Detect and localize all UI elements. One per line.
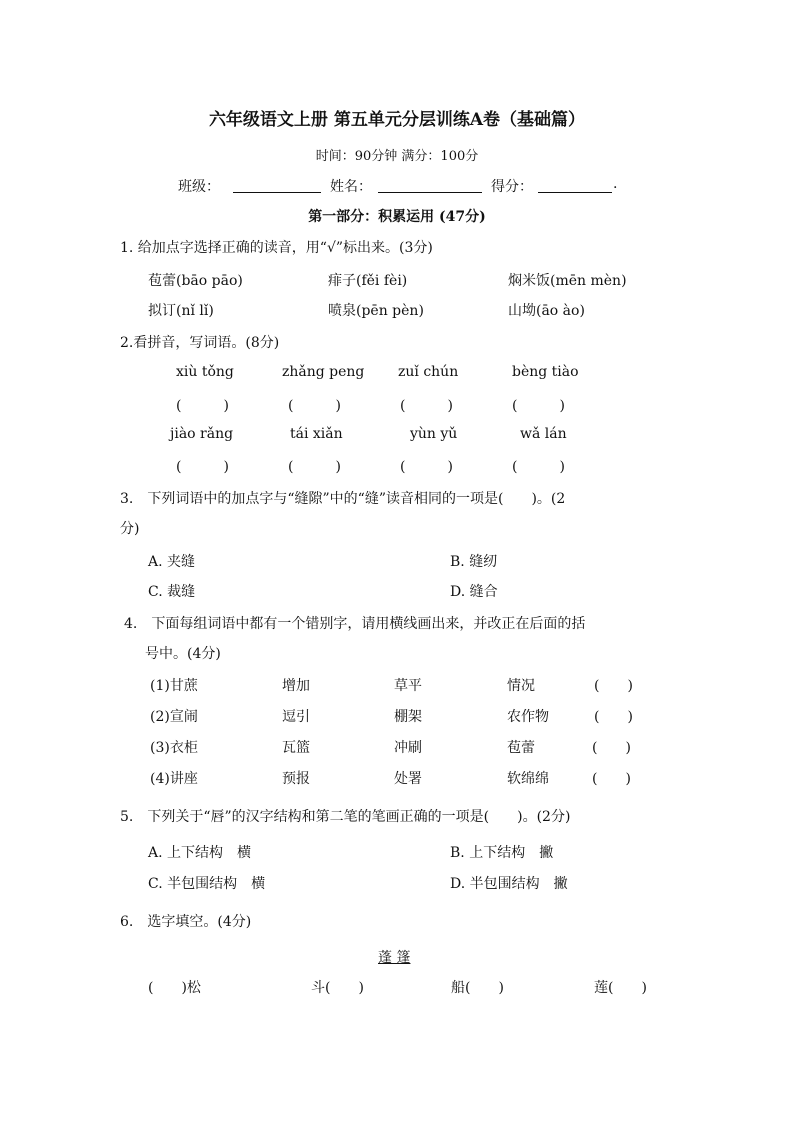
question-2: 2.看拼音，写词语。(8分) xyxy=(120,335,280,351)
pinyin-prompt: yùn yǔ xyxy=(410,426,458,442)
answer-blank[interactable]: ( ) xyxy=(176,459,229,475)
answer-blank[interactable]: ( ) xyxy=(592,740,631,756)
question-3-cont: 分) xyxy=(120,521,140,537)
pinyin-prompt: bèng tiào xyxy=(512,364,579,380)
q4-word: 软绵绵 xyxy=(507,771,549,787)
info-end-mark: . xyxy=(613,176,618,192)
question-4-cont: 号中。(4分) xyxy=(145,646,221,662)
answer-blank[interactable]: ( ) xyxy=(288,459,341,475)
q4-word: (3)衣柜 xyxy=(150,740,198,756)
question-4: 4. 下面每组词语中都有一个错别字，请用横线画出来，并改正在后面的括 xyxy=(124,616,586,632)
answer-blank[interactable]: ( ) xyxy=(512,398,565,414)
q4-word: 增加 xyxy=(282,678,310,694)
q5-option[interactable]: C. 半包围结构 横 xyxy=(148,876,266,892)
q1-item: 山坳(āo ào) xyxy=(508,303,585,319)
score-field[interactable] xyxy=(538,178,612,193)
q6-blank-item[interactable]: 斗( ) xyxy=(311,980,364,996)
answer-blank[interactable]: ( ) xyxy=(594,709,633,725)
question-6: 6. 选字填空。(4分) xyxy=(120,914,252,930)
q5-option[interactable]: D. 半包围结构 撇 xyxy=(450,876,568,892)
q4-word: (4)讲座 xyxy=(150,771,198,787)
class-label: 班级： xyxy=(178,179,220,195)
answer-blank[interactable]: ( ) xyxy=(594,678,633,694)
q3-option[interactable]: A. 夹缝 xyxy=(148,554,196,570)
answer-blank[interactable]: ( ) xyxy=(400,398,453,414)
exam-time-score: 时间：90分钟 满分：100分 xyxy=(315,149,479,164)
choice-characters: 蓬 篷 xyxy=(378,950,411,966)
q1-item: 拟订(nǐ lǐ) xyxy=(148,303,214,319)
question-5: 5. 下列关于“唇”的汉字结构和第二笔的笔画正确的一项是( )。(2分) xyxy=(120,809,571,825)
q4-word: (1)甘蔗 xyxy=(150,678,198,694)
q4-word: 冲刷 xyxy=(394,740,422,756)
q4-word: 预报 xyxy=(282,771,310,787)
q1-item: 痱子(fěi fèi) xyxy=(328,273,408,289)
q5-option[interactable]: A. 上下结构 横 xyxy=(148,845,252,861)
score-label: 得分： xyxy=(491,179,533,195)
answer-blank[interactable]: ( ) xyxy=(176,398,229,414)
class-field[interactable] xyxy=(233,178,321,193)
part-one-heading: 第一部分：积累运用 (47分) xyxy=(308,209,486,225)
answer-blank[interactable]: ( ) xyxy=(512,459,565,475)
pinyin-prompt: xiù tǒng xyxy=(176,364,234,380)
answer-blank[interactable]: ( ) xyxy=(288,398,341,414)
q1-item: 苞蕾(bāo pāo) xyxy=(148,273,243,289)
q4-word: 逗引 xyxy=(282,709,310,725)
pinyin-prompt: jiào rǎng xyxy=(170,426,234,442)
name-field[interactable] xyxy=(378,178,482,193)
pinyin-prompt: tái xiǎn xyxy=(290,426,343,442)
pinyin-prompt: wǎ lán xyxy=(520,426,567,442)
question-1: 1. 给加点字选择正确的读音，用“√”标出来。(3分) xyxy=(120,240,433,256)
q6-blank-item[interactable]: 莲( ) xyxy=(594,980,647,996)
page-title: 六年级语文上册 第五单元分层训练A卷（基础篇） xyxy=(208,110,586,130)
q4-word: 处署 xyxy=(394,771,422,787)
q4-word: 农作物 xyxy=(507,709,549,725)
pinyin-prompt: zuǐ chún xyxy=(398,364,459,380)
q6-blank-item[interactable]: ( )松 xyxy=(148,980,201,996)
q4-word: 苞蕾 xyxy=(507,740,535,756)
q4-word: 棚架 xyxy=(394,709,422,725)
answer-blank[interactable]: ( ) xyxy=(400,459,453,475)
question-3: 3. 下列词语中的加点字与“缝隙”中的“缝”读音相同的一项是( )。(2 xyxy=(120,491,566,507)
answer-blank[interactable]: ( ) xyxy=(592,771,631,787)
q6-blank-item[interactable]: 船( ) xyxy=(451,980,504,996)
name-label: 姓名： xyxy=(330,179,372,195)
q1-item: 喷泉(pēn pèn) xyxy=(328,303,424,319)
q4-word: (2)宣闹 xyxy=(150,709,198,725)
q3-option[interactable]: C. 裁缝 xyxy=(148,584,196,600)
q1-item: 焖米饭(mēn mèn) xyxy=(508,273,627,289)
q4-word: 瓦篮 xyxy=(282,740,310,756)
q4-word: 草平 xyxy=(394,678,422,694)
q4-word: 情况 xyxy=(507,678,535,694)
q5-option[interactable]: B. 上下结构 撇 xyxy=(450,845,554,861)
q3-option[interactable]: B. 缝纫 xyxy=(450,554,498,570)
q3-option[interactable]: D. 缝合 xyxy=(450,584,498,600)
pinyin-prompt: zhǎng peng xyxy=(282,364,365,380)
